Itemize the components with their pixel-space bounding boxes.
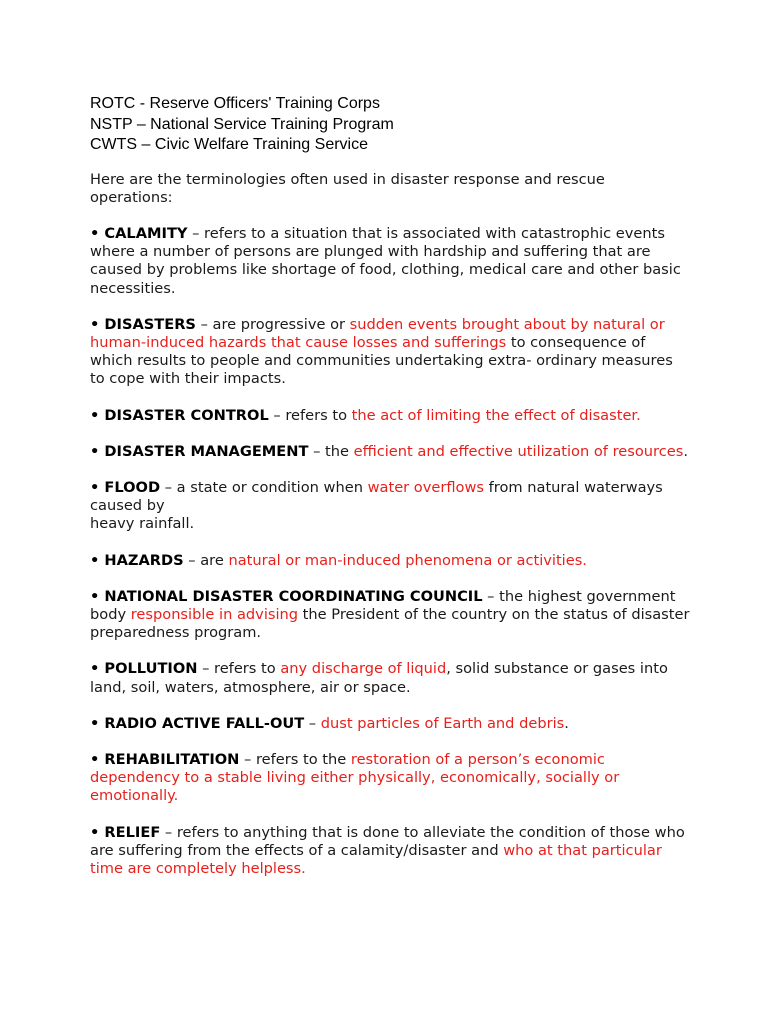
intro-paragraph: Here are the terminologies often used in disaster response and rescue operations: xyxy=(90,170,605,206)
term-highlight: water overflows xyxy=(367,478,485,496)
term-text: heavy rainfall. xyxy=(90,515,195,533)
term-highlight: any discharge of liquid xyxy=(280,660,447,678)
term-disaster-management xyxy=(90,443,690,461)
term-name: • DISASTER CONTROL xyxy=(90,406,269,424)
term-disasters xyxy=(90,316,690,389)
term-text: from natural waterways caused by xyxy=(90,478,663,515)
term-text: – a state or condition when xyxy=(160,478,368,496)
term-name: • DISASTERS xyxy=(90,315,196,333)
term-name: • HAZARDS xyxy=(90,551,184,569)
term-highlight: responsible in advising xyxy=(130,605,299,623)
term-highlight: restoration of a person’s economic dependency to a stable living either physically, economically, socially or emotionally. xyxy=(90,750,620,805)
term-text: – refers to anything that is done to alleviate the condition of those who are suffering from the effects of a calamity/disaster and xyxy=(90,823,685,859)
term-text: to consequence of which results to people and communities undertaking extra- ordinary measures to cope with their impacts. xyxy=(90,333,673,388)
header-line-rotc: ROTC - Reserve Officers' Training Corps xyxy=(90,95,380,112)
term-highlight: natural or man-induced phenomena or activities. xyxy=(228,551,587,569)
term-pollution xyxy=(90,660,690,696)
term-name: • DISASTER MANAGEMENT xyxy=(90,442,309,460)
term-ndcc xyxy=(90,588,690,643)
term-text: – are progressive or xyxy=(195,315,350,333)
term-text: – the highest government body xyxy=(90,587,676,623)
header-line-cwts: CWTS – Civic Welfare Training Service xyxy=(90,136,368,153)
term-name: • NATIONAL DISASTER COORDINATING COUNCIL xyxy=(90,587,483,605)
term-disaster-control xyxy=(90,407,690,425)
term-text: – refers to xyxy=(268,406,352,424)
term-name: • RADIO ACTIVE FALL-OUT xyxy=(90,714,305,732)
term-text: – are xyxy=(183,551,229,569)
term-name: • POLLUTION xyxy=(90,660,198,678)
term-name: • REHABILITATION xyxy=(90,750,240,768)
term-highlight: efficient and effective utilization of resources xyxy=(353,442,684,460)
term-highlight: sudden events brought about by natural or human-induced hazards that cause losses and sufferings xyxy=(90,315,665,351)
header-line-nstp: NSTP – National Service Training Program xyxy=(90,115,394,133)
term-text: , solid substance or gases into land, soil, waters, atmosphere, air or space. xyxy=(90,660,668,696)
term-text: – refers to the xyxy=(239,750,351,768)
term-relief xyxy=(90,824,690,879)
term-highlight: dust particles of Earth and debris xyxy=(320,714,565,732)
term-hazards xyxy=(90,552,690,570)
term-radio-active-fall-out xyxy=(90,715,690,733)
term-rehabilitation xyxy=(90,751,690,806)
term-text: – xyxy=(304,714,321,732)
term-text: – refers to xyxy=(197,660,281,678)
term-name: • CALAMITY xyxy=(90,224,188,242)
term-highlight: who at that particular time are completely helpless. xyxy=(90,841,662,877)
term-text: – refers to a situation that is associated with catastrophic events where a number of persons are plunged with hardship and suffering that are caused by problems like shortage of food, clothing, medical care and other basic necessities. xyxy=(90,224,681,297)
term-highlight: the act of limiting the effect of disaster. xyxy=(351,406,641,424)
term-flood xyxy=(90,479,690,534)
term-text: the President of the country on the status of disaster preparedness program. xyxy=(90,605,690,642)
term-text: – the xyxy=(308,442,354,460)
acronym-header xyxy=(90,94,690,156)
document-content xyxy=(90,94,690,878)
term-name: • RELIEF xyxy=(90,823,161,841)
term-calamity xyxy=(90,225,690,298)
term-name: • FLOOD xyxy=(90,478,161,496)
term-text: . xyxy=(564,714,569,732)
term-text: . xyxy=(683,442,688,460)
